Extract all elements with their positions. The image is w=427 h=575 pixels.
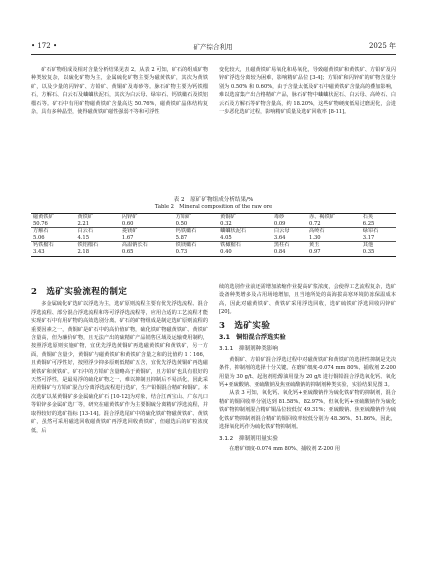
mineral-name-cell: 铁镁橄石: [174, 242, 218, 249]
table-row-names: [31, 214, 396, 221]
mineral-name-cell: 钙铁橄石: [174, 228, 218, 235]
mineral-name-cell: 闪锌矿: [120, 214, 174, 221]
mineral-name-cell: 菱镁矿: [120, 228, 174, 235]
journal-name: 矿产综合利用: [193, 42, 233, 51]
mineral-value-cell: 4.15: [77, 234, 90, 241]
mineral-name-cell: 钙铁榴石: [31, 242, 75, 249]
paragraph: 续的选别作业前还需增加浓缩作业提高矿浆浓度，会使得工艺流程复杂，选矿设备种类增多及占用场地增加，且当地所处的高海拔高寒环境防冻保温成本高，因此对磁黄铁矿、黄铁矿采用浮选回收，选矿硫铁矿浮选回收闪锌矿 [20]。: [219, 284, 396, 316]
mineral-value-cell: 0.40: [218, 249, 272, 256]
table-row-names: [31, 242, 396, 249]
mineral-value-cell: 2.18: [75, 249, 119, 256]
mineral-value-cell: 3.17: [362, 234, 375, 241]
section-heading: 3 选矿实验: [219, 320, 271, 331]
mineral-value-cell: 0.50: [175, 220, 188, 227]
mineral-name-cell: 赤、褐铁矿: [307, 214, 361, 221]
mineral-value-cell: 3.43: [31, 249, 75, 256]
paragraph: 在磨矿细度-0.074 mm 80%、捕收剂 Z-200 用: [229, 445, 340, 452]
paragraph: 矿石矿物组成及相对含量分析结果见表 2。从表 2 可知，矿石的组成矿物种类较复杂，以硫化矿物为主，金属硫化矿物主要为磁黄铁矿，其次为黄铁矿，以及少量的闪锌矿、方铅矿、黄铜矿及毒砂等。脉石矿物主要为钙铁榴石，方解石、白云石及蛐蛐状泥石，其次为白云母、绿帘石、钙铁橄石及铁铝榴石等。矿石中有用矿物磁黄铁矿含量高达 50.76%，磁黄铁矿晶体结构复杂，具有多种晶型，使得磁黄铁矿磁性强弱不等和可浮性: [31, 67, 208, 116]
mineral-name-cell: 高岭石: [307, 228, 361, 235]
mineral-name-cell: 铁橄榴石: [218, 242, 272, 249]
right-column-top: [219, 66, 396, 116]
mineral-value-cell: 0.09: [273, 220, 286, 227]
right-column-bottom: [219, 283, 396, 453]
mineral-value-cell: 5.87: [175, 234, 188, 241]
mineral-name-cell: 白云石: [75, 228, 119, 235]
table-caption: 表 2 原矿矿物组成分析结果/%: [173, 197, 254, 203]
subsubsection-heading: 3.1.2 抑制剂用量实验: [219, 435, 278, 442]
mineral-name-cell: 黄铜矿: [218, 214, 272, 221]
paragraph: 黄铜矿、方铅矿混合浮选过程中对磁黄铁矿和黄铁矿的选择性抑制是先决条件，抑制剂的选择十分关键。在磨矿细度-0.074 mm 80%、捕收剂 Z-200 用量为 30 g/t、起泡剂松醇油用量为 20 g/t 进行铜铅混合浮选氧化钙、氧化钙+亚硫酸钠、亚硫酸钠及焦亚硫酸钠的抑制剂种类实验，实验结果见图 3。: [219, 356, 396, 389]
mineral-name-cell: 方解石: [31, 228, 75, 235]
mineral-name-cell: 方铅矿: [174, 214, 218, 221]
left-column-top: [31, 66, 208, 116]
section-heading: 2 选矿实验流程的制定: [31, 287, 128, 297]
mineral-value-cell: 0.97: [307, 249, 361, 256]
mineral-name-cell: 毒砂: [272, 214, 307, 221]
mineral-value-cell: 4.05: [220, 234, 232, 241]
mineral-table-block: [31, 197, 396, 257]
table-row-values: [31, 235, 396, 242]
mineral-value-cell: 1.30: [309, 234, 321, 241]
mineral-name-cell: 磁黄铁矿: [31, 214, 75, 221]
mineral-value-cell: 0.72: [309, 220, 321, 227]
mineral-name-cell: 黄铁矿: [75, 214, 119, 221]
mineral-name-cell: 黄玉: [307, 242, 361, 249]
table-row-values: [31, 221, 396, 228]
mineral-composition-table: [31, 213, 396, 257]
subsection-heading: 3.1 铜铅混合浮选实验: [219, 334, 286, 342]
table-caption-en: Table 2 Mineral composition of the raw ore: [154, 204, 273, 210]
mineral-name-cell: 铁铝榴石: [75, 242, 119, 249]
mineral-value-cell: 0.65: [120, 249, 174, 256]
mineral-value-cell: 3.64: [273, 234, 286, 241]
table-row-names: [31, 228, 396, 235]
mineral-value-cell: 6.25: [362, 220, 375, 227]
mineral-value-cell: 1.67: [121, 234, 134, 241]
mineral-value-cell: 2.21: [77, 220, 90, 227]
mineral-name-cell: 绿帘石: [361, 228, 396, 235]
subsubsection-heading: 3.1.1 抑制剂种类影响: [219, 346, 278, 353]
mineral-value-cell: 0.73: [174, 249, 218, 256]
mineral-value-cell: 0.32: [220, 220, 232, 227]
paragraph: 变化较大，且磁黄铁矿易氧化和易氧化，导致磁黄铁矿和黄铁矿、方铅矿及闪锌矿浮选分离较为困难，影响精矿品位 [3-4]；方铅矿和闪锌矿的矿物含量分别为 0.50% 和 0.60%，由于含量太低及矿石中磁黄铁矿含量高的叠加影响，难以选富集产出合格精矿产品，脉石矿物中蛐蛐状泥石、白云母、高岭石、白云石及方解石等矿物含量高，约 18.20%，这些矿物硬度低易过磨泥化，会进一步恶化选矿过程，影响精矿质量及选矿回收率 [8-11]。: [219, 67, 396, 116]
mineral-value-cell: 50.76: [33, 220, 48, 227]
mineral-name-cell: 白云母: [272, 228, 307, 235]
page-number: • 172 •: [31, 42, 58, 50]
mineral-value-cell: 0.60: [121, 220, 134, 227]
mineral-value-cell: 0.84: [272, 249, 307, 256]
table-row-values: [31, 249, 396, 256]
mineral-name-cell: 其他: [361, 242, 396, 249]
publication-year: 2025 年: [368, 42, 396, 50]
paragraph: 多金属硫化矿选矿以浮选为主，选矿原则流程主要有优先浮选流程、混合浮选流程、部分混合浮选流程和等可浮浮选流程等，应用合适的工艺流程才能实现矿石中有用矿物的高效选别分离。矿石的矿物组成是制定选矿原则流程的重要因素之一，黄铜矿是矿石中的高价值矿物，硫化铁矿物磁黄铁矿、黄铁矿含量高，但为廉价矿物，且无法产出的硫精矿产品销售区域及运输费用制约，按照浮选原则实施矿物，宜优先浮选黄铜矿再选磁黄铁矿和黄铁矿，另一方面，黄铜矿含量少，黄铜矿与磁黄铁矿和黄铁矿含量之和的比值约 1∶166，且黄铜矿可浮性好，按照浮少抑多原则低精矿五含，宜优先浮选黄铜矿再选磁黄铁矿和黄铁矿。矿石中的方铅矿含量略高于黄铜矿，且方铅矿也具有很好的天然可浮性，是最易浮的硫化矿物之一，难以抑制且抑制后不易活化，因此采用黄铜矿与方铅矿混合/分离浮选流程进行选矿，生产铅铜混合精矿和铜矿。本次选矿以某黄铜矿多金属硫化矿石 [10-12]为对象，结合江西宝山、广东凡口等铅锌多金属矿选厂等，研究在磁黄铁矿作为主要铜硫分离精矿浮选流程，并取得较好的选矿指标 [13-14]。混合浮选尾矿中的硫化铁矿物磁黄铁矿、黄铁矿，虽然可采用磁选回收磁黄铁矿再浮选回收黄铁矿，但磁选后的矿粒浓度低，后: [31, 301, 208, 434]
mineral-name-cell: 石英: [361, 214, 396, 221]
left-column-bottom: [31, 283, 208, 435]
mineral-value-cell: 0.35: [361, 249, 396, 256]
header-rule: [31, 54, 396, 55]
mineral-name-cell: 黑柱石: [272, 242, 307, 249]
paragraph: 从表 3 可知，氧化钙、氧化钙+亚硫酸钠作为硫化铁矿物的抑制剂，混合精矿的铜回收率分别达到 81.58%、82.97%，但氧化钙+亚硫酸钠作为硫化铁矿物抑制剂混合精矿铜品位较低仅 49.31%；亚硫酸钠、焦亚硫酸钠作为硫化铁矿物抑制剂混合精矿的铜回收率较低分别为 48.36%、51.86%。因此，选择氧化钙作为硫化铁矿物抑制剂。: [219, 390, 396, 431]
mineral-value-cell: 5.06: [33, 234, 45, 241]
running-header: [31, 40, 396, 52]
mineral-name-cell: 蛐蛐状泥石: [218, 228, 272, 235]
mineral-name-cell: 高温钠长石: [120, 242, 174, 249]
